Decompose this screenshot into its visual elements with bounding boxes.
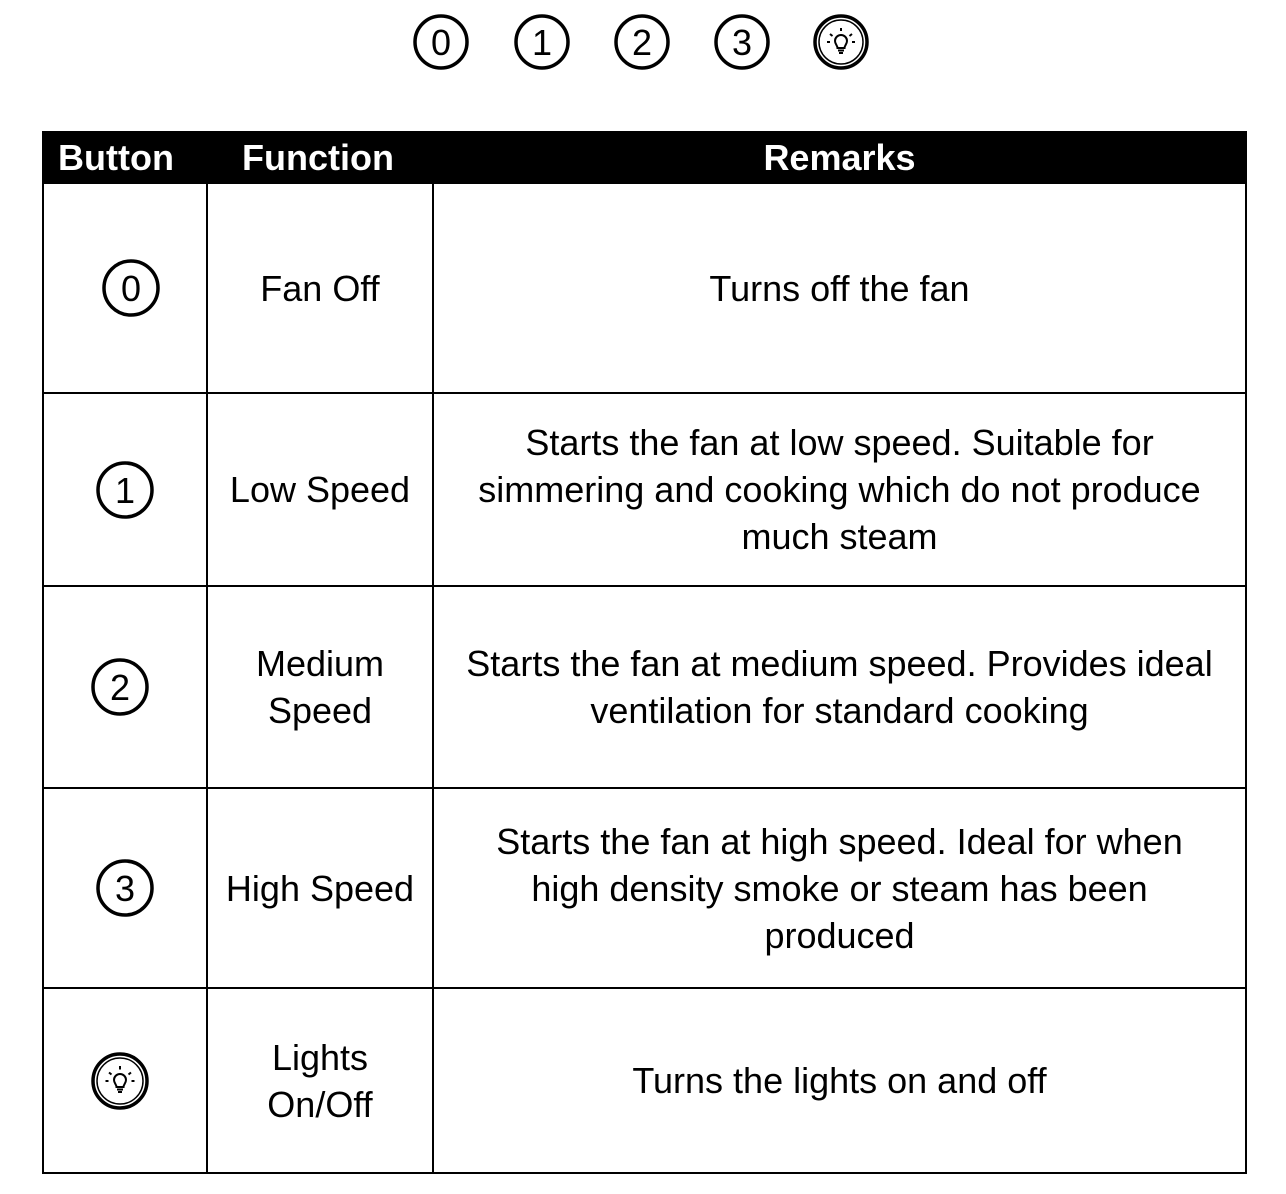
svg-text:2: 2	[109, 667, 131, 708]
button-function-table	[42, 131, 1247, 1174]
function-label: High Speed	[225, 867, 415, 909]
remarks-line: produced	[764, 914, 915, 956]
svg-text:3: 3	[114, 868, 136, 909]
remarks-line: high density smoke or steam has been	[531, 867, 1148, 909]
remarks-line: ventilation for standard cooking	[590, 690, 1089, 731]
table-row	[43, 788, 1246, 988]
function-label: Low Speed	[229, 469, 411, 510]
circle-3-icon	[713, 13, 771, 71]
remarks-line: Starts the fan at high speed. Ideal for when	[496, 820, 1183, 862]
button-cell	[43, 393, 207, 586]
remarks-cell	[433, 988, 1246, 1173]
svg-text:0: 0	[430, 22, 452, 63]
function-label-line: Speed	[267, 690, 373, 731]
svg-text:3: 3	[731, 22, 753, 63]
remarks-text: Turns the lights on and off	[632, 1060, 1047, 1101]
remarks-line: Starts the fan at low speed. Suitable for	[525, 422, 1154, 463]
svg-text:1: 1	[531, 22, 553, 63]
function-label: Fan Off	[260, 267, 380, 309]
circle-1-icon	[513, 13, 571, 71]
function-cell	[207, 183, 433, 393]
function-cell	[207, 586, 433, 788]
table-row	[43, 183, 1246, 393]
header-function: Function	[207, 132, 433, 183]
svg-text:0: 0	[120, 268, 142, 309]
function-label-line: Lights	[271, 1036, 369, 1078]
function-cell	[207, 788, 433, 988]
table-row	[43, 393, 1246, 586]
remarks-cell	[433, 393, 1246, 586]
function-label-line: On/Off	[267, 1083, 373, 1125]
circle-0-icon	[100, 257, 162, 319]
circle-1-icon	[94, 459, 156, 521]
button-cell	[43, 988, 207, 1173]
circle-0-icon	[412, 13, 470, 71]
remarks-cell	[433, 586, 1246, 788]
remarks-cell	[433, 183, 1246, 393]
circle-3-icon	[94, 857, 156, 919]
circle-2-icon	[89, 656, 151, 718]
function-label-line: Medium	[255, 643, 385, 684]
table-header-row	[43, 132, 1246, 183]
svg-text:1: 1	[114, 469, 136, 511]
function-cell	[207, 393, 433, 586]
remarks-line: much steam	[741, 516, 938, 557]
remarks-text: Turns off the fan	[709, 267, 970, 309]
function-cell	[207, 988, 433, 1173]
header-button: Button	[43, 132, 207, 183]
table-row	[43, 586, 1246, 788]
lightbulb-icon	[89, 1050, 151, 1112]
lightbulb-icon	[812, 13, 870, 71]
header-remarks: Remarks	[433, 132, 1246, 183]
remarks-cell	[433, 788, 1246, 988]
button-cell	[43, 788, 207, 988]
button-cell	[43, 183, 207, 393]
control-panel-buttons	[412, 13, 874, 73]
table-row	[43, 988, 1246, 1173]
remarks-line: Starts the fan at medium speed. Provides ideal	[466, 643, 1213, 684]
circle-2-icon	[613, 13, 671, 71]
button-cell	[43, 586, 207, 788]
svg-text:2: 2	[631, 22, 653, 63]
remarks-line: simmering and cooking which do not produce	[478, 469, 1201, 510]
